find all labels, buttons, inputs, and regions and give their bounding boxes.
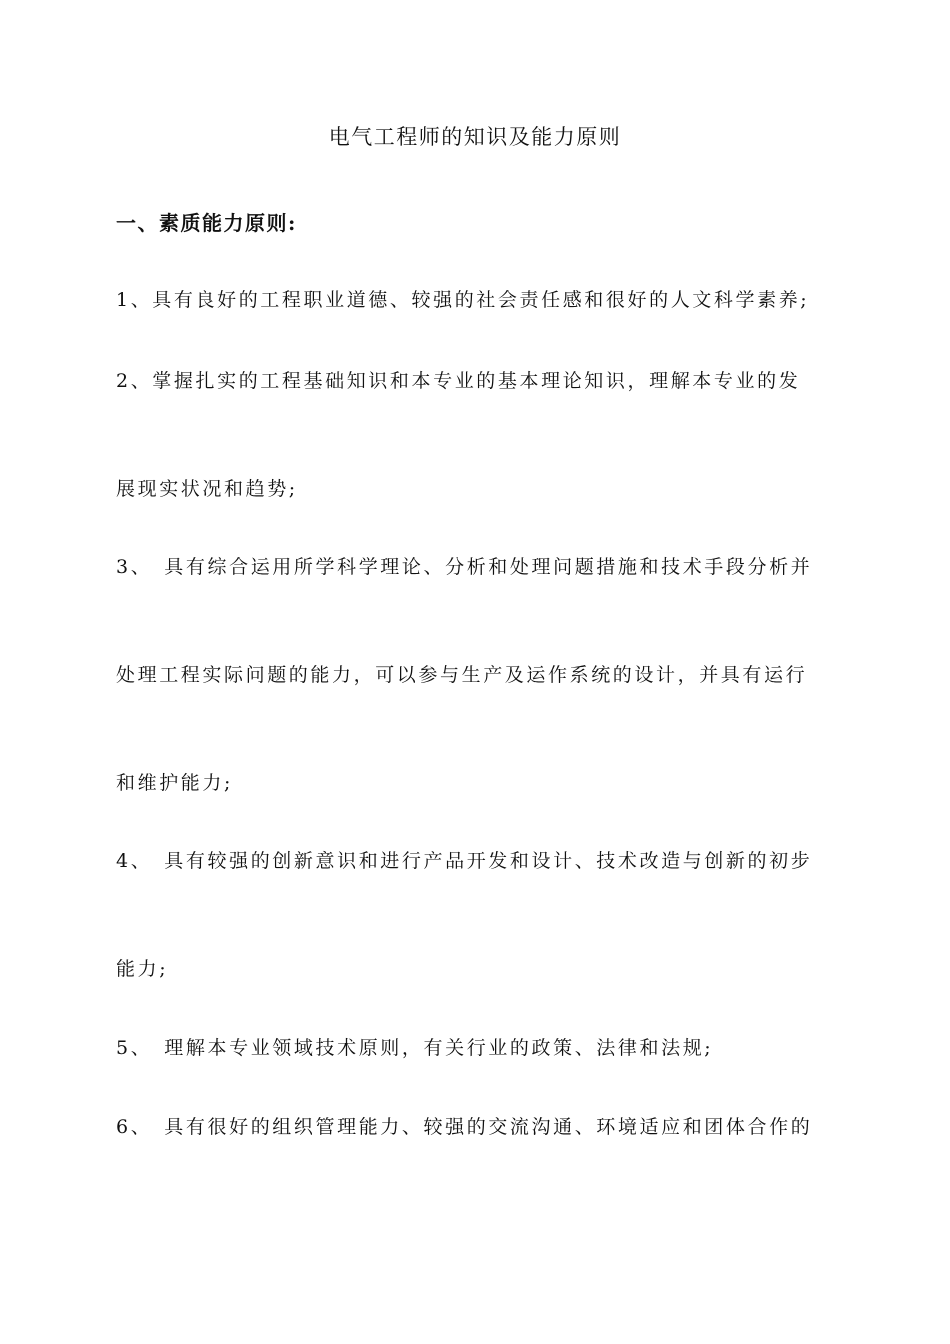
paragraph-line: [116, 1112, 840, 1142]
document-title: 电气工程师的知识及能力原则: [328, 125, 622, 149]
item-text: 具有较强的创新意识和进行产品开发和设计、技术改造与创新的初步: [164, 850, 813, 872]
paragraph-line: [116, 846, 840, 876]
paragraph-line: 展现实状况和趋势;: [116, 478, 298, 500]
item-text: 具有综合运用所学科学理论、分析和处理问题措施和技术手段分析并: [164, 556, 813, 578]
item-text: 具有很好的组织管理能力、较强的交流沟通、环境适应和团体合作的: [164, 1116, 813, 1138]
paragraph-line: 处理工程实际问题的能力，可以参与生产及运作系统的设计，并具有运行: [116, 664, 808, 686]
section-heading: 一、素质能力原则:: [116, 211, 297, 235]
item-number: 6、: [116, 1116, 153, 1138]
item-number: 3、: [116, 556, 153, 578]
paragraph-line: [116, 1033, 840, 1063]
item-text: 理解本专业领域技术原则，有关行业的政策、法律和法规;: [164, 1037, 714, 1059]
item-number: 4、: [116, 850, 153, 872]
item-number: 5、: [116, 1037, 153, 1059]
paragraph-line: [116, 552, 840, 582]
paragraph-line: 和维护能力;: [116, 772, 234, 794]
paragraph-line: 1、具有良好的工程职业道德、较强的社会责任感和很好的人文科学素养;: [116, 289, 810, 311]
paragraph-line: 2、掌握扎实的工程基础知识和本专业的基本理论知识，理解本专业的发: [116, 370, 801, 392]
paragraph-line: 能力;: [116, 958, 169, 980]
